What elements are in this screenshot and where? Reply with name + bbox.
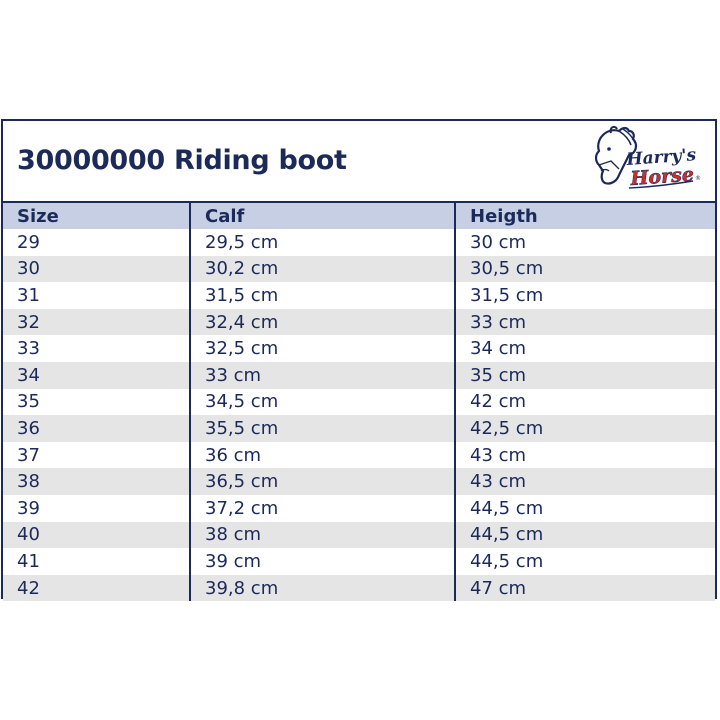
table-row bbox=[3, 256, 715, 283]
table-row bbox=[3, 389, 715, 416]
cell-calf: 29,5 cm bbox=[190, 229, 455, 256]
table-row bbox=[3, 362, 715, 389]
cell-size: 29 bbox=[17, 231, 40, 253]
table-row bbox=[3, 309, 715, 336]
cell-size: 32 bbox=[3, 309, 190, 336]
cell-calf: 31,5 cm bbox=[190, 282, 455, 309]
column-header-calf: Calf bbox=[190, 202, 455, 229]
cell-height: 30 cm bbox=[455, 229, 715, 256]
cell-height: 30,5 cm bbox=[455, 256, 715, 283]
harrys-horse-logo bbox=[589, 125, 709, 199]
cell-size: 35 bbox=[17, 391, 40, 413]
cell-size: 40 bbox=[3, 522, 190, 549]
cell-height: 43 cm bbox=[455, 442, 715, 469]
table-body bbox=[3, 229, 715, 601]
cell-calf: 39 cm bbox=[190, 548, 455, 575]
cell-size: 33 bbox=[17, 338, 40, 360]
table-header-row bbox=[3, 202, 715, 229]
cell-height: 33 cm bbox=[455, 309, 715, 336]
cell-size: 38 bbox=[3, 468, 190, 495]
cell-height: 47 cm bbox=[455, 575, 715, 602]
table-row bbox=[3, 415, 715, 442]
table-row bbox=[3, 468, 715, 495]
table-row bbox=[3, 442, 715, 469]
chart-header bbox=[3, 121, 715, 201]
table-row bbox=[3, 282, 715, 309]
cell-size: 30 bbox=[3, 256, 190, 283]
cell-height: 35 cm bbox=[455, 362, 715, 389]
cell-height: 31,5 cm bbox=[455, 282, 715, 309]
logo-registered-mark: ® bbox=[695, 175, 701, 182]
size-table bbox=[3, 201, 715, 601]
cell-calf: 30,2 cm bbox=[190, 256, 455, 283]
column-header-size: Size bbox=[3, 202, 190, 229]
cell-calf: 37,2 cm bbox=[190, 495, 455, 522]
cell-calf: 36 cm bbox=[190, 442, 455, 469]
chart-title: 30000000 Riding boot bbox=[17, 145, 347, 176]
cell-calf: 38 cm bbox=[190, 522, 455, 549]
cell-calf: 39,8 cm bbox=[190, 575, 455, 602]
cell-size: 34 bbox=[3, 362, 190, 389]
cell-size: 37 bbox=[17, 444, 40, 466]
cell-calf: 33 cm bbox=[190, 362, 455, 389]
logo-text-top: Harry's bbox=[625, 145, 697, 170]
cell-height: 42,5 cm bbox=[455, 415, 715, 442]
cell-calf: 35,5 cm bbox=[190, 415, 455, 442]
table-row bbox=[3, 522, 715, 549]
cell-size: 41 bbox=[17, 550, 40, 572]
table-row bbox=[3, 548, 715, 575]
table-row bbox=[3, 575, 715, 602]
cell-calf: 34,5 cm bbox=[190, 389, 455, 416]
cell-height: 44,5 cm bbox=[455, 495, 715, 522]
cell-size: 42 bbox=[3, 575, 190, 602]
table-row bbox=[3, 229, 715, 256]
cell-height: 43 cm bbox=[455, 468, 715, 495]
cell-size: 31 bbox=[17, 284, 40, 306]
cell-height: 44,5 cm bbox=[455, 522, 715, 549]
cell-calf: 36,5 cm bbox=[190, 468, 455, 495]
table-row bbox=[3, 335, 715, 362]
logo-text-bottom: Horse bbox=[629, 163, 695, 190]
cell-height: 34 cm bbox=[455, 335, 715, 362]
cell-height: 42 cm bbox=[455, 389, 715, 416]
size-chart-sheet bbox=[1, 119, 717, 599]
cell-calf: 32,5 cm bbox=[190, 335, 455, 362]
cell-calf: 32,4 cm bbox=[190, 309, 455, 336]
cell-height: 44,5 cm bbox=[455, 548, 715, 575]
column-header-height: Heigth bbox=[455, 202, 715, 229]
cell-size: 39 bbox=[17, 497, 40, 519]
cell-size: 36 bbox=[3, 415, 190, 442]
table-row bbox=[3, 495, 715, 522]
